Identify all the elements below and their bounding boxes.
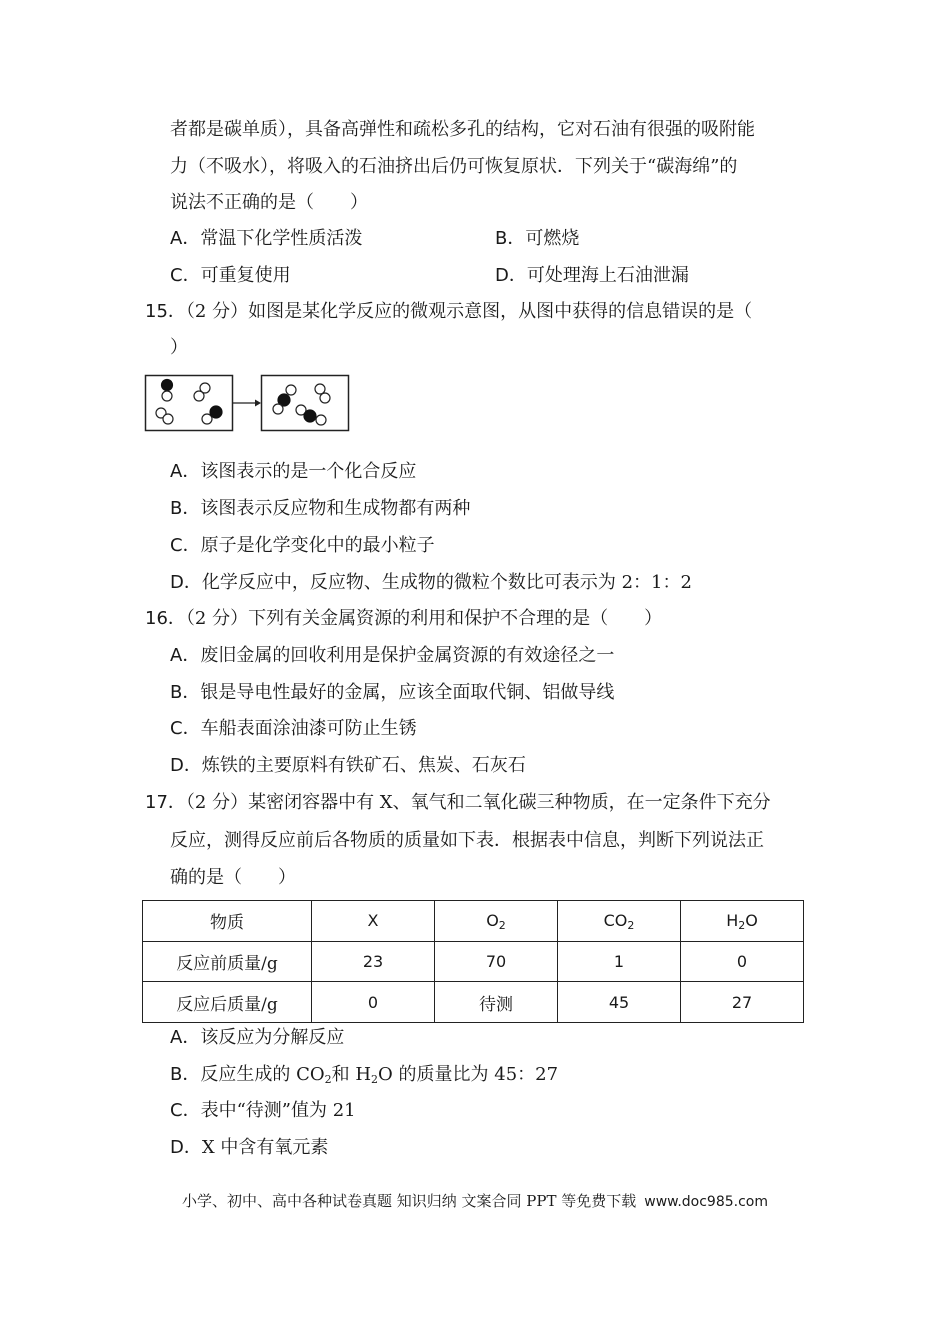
q14-stem-line-1: 者都是碳单质），具备高弹性和疏松多孔的结构，它对石油有很强的吸附能 bbox=[170, 119, 755, 140]
q15-stem bbox=[145, 300, 752, 324]
table-cell: 70 bbox=[435, 941, 558, 982]
q17-option-b bbox=[170, 1063, 558, 1087]
q15-option-b bbox=[170, 497, 470, 521]
option-text: 和 H bbox=[331, 1064, 372, 1085]
reaction-diagram bbox=[144, 374, 352, 434]
black-atom-icon bbox=[162, 380, 173, 391]
option-text: 反应生成的 CO bbox=[200, 1064, 325, 1085]
option-letter: A． bbox=[170, 228, 201, 249]
table-cell: 1 bbox=[558, 941, 681, 982]
table-header-cell: X bbox=[312, 901, 435, 942]
q14-option-a bbox=[170, 227, 362, 251]
formula-o2: O bbox=[486, 911, 499, 931]
option-letter: A． bbox=[170, 1027, 201, 1048]
q14-stem-line-2: 力（不吸水），将吸入的石油挤出后仍可恢复原状．下列关于“碳海绵”的 bbox=[170, 156, 738, 177]
option-text: 可处理海上石油泄漏 bbox=[526, 265, 689, 286]
option-letter: B． bbox=[170, 498, 201, 519]
table-header-cell bbox=[558, 901, 681, 942]
page-footer bbox=[0, 1191, 950, 1212]
formula-h2o-o: O bbox=[745, 911, 758, 931]
option-text: 炼铁的主要原料有铁矿石、焦炭、石灰石 bbox=[201, 755, 526, 776]
option-letter: C． bbox=[170, 265, 201, 286]
question-text: （2 分）某密闭容器中有 X、氧气和二氧化碳三种物质，在一定条件下充分 bbox=[185, 792, 771, 813]
table-header-row bbox=[143, 901, 804, 942]
option-text: 该反应为分解反应 bbox=[200, 1027, 345, 1048]
q15-option-c bbox=[170, 534, 435, 558]
q17-option-d bbox=[170, 1136, 328, 1160]
option-text: 表中“待测”值为 21 bbox=[200, 1100, 356, 1121]
option-text: 该图表示反应物和生成物都有两种 bbox=[200, 498, 471, 519]
question-text: （2 分）下列有关金属资源的利用和保护不合理的是（ ） bbox=[185, 608, 663, 629]
products-box bbox=[262, 376, 349, 431]
q14-option-d bbox=[495, 264, 689, 288]
footer-link[interactable]: www.doc985.com bbox=[644, 1194, 768, 1210]
q14-stem-line-3: 说法不正确的是（ ） bbox=[170, 192, 368, 213]
question-number: 17． bbox=[145, 792, 186, 813]
option-text: X 中含有氧元素 bbox=[201, 1137, 329, 1158]
table-cell: 0 bbox=[681, 941, 804, 982]
q17-stem-line-1 bbox=[145, 791, 771, 815]
footer-text: 小学、初中、高中各种试卷真题 知识归纳 文案合同 PPT 等免费下载 bbox=[181, 1192, 637, 1210]
subscript: 2 bbox=[498, 919, 506, 933]
table-cell: 23 bbox=[312, 941, 435, 982]
q16-stem bbox=[145, 607, 662, 631]
subscript: 2 bbox=[371, 1073, 379, 1086]
option-letter: C． bbox=[170, 535, 201, 556]
table-row-label: 反应前质量/g bbox=[143, 941, 312, 982]
subscript: 2 bbox=[324, 1073, 332, 1086]
option-text: 原子是化学变化中的最小粒子 bbox=[200, 535, 435, 556]
q17-stem-line-3: 确的是（ ） bbox=[170, 867, 296, 888]
option-text: 可重复使用 bbox=[200, 265, 291, 286]
q15-option-a bbox=[170, 460, 416, 484]
option-letter: D． bbox=[170, 572, 202, 593]
option-letter: C． bbox=[170, 718, 201, 739]
q14-option-b bbox=[495, 227, 579, 251]
option-letter: C． bbox=[170, 1100, 201, 1121]
q17-option-a bbox=[170, 1026, 344, 1050]
option-letter: D． bbox=[170, 755, 202, 776]
q15-option-d bbox=[170, 571, 692, 595]
q17-stem-line-2: 反应，测得反应前后各物质的质量如下表．根据表中信息，判断下列说法正 bbox=[170, 830, 764, 851]
option-letter: B． bbox=[170, 682, 201, 703]
reactants-box bbox=[146, 376, 233, 431]
table-row-label: 反应后质量/g bbox=[143, 982, 312, 1023]
formula-h2o: H bbox=[726, 911, 739, 931]
q14-option-c bbox=[170, 264, 291, 288]
option-text: 银是导电性最好的金属，应该全面取代铜、铝做导线 bbox=[200, 682, 615, 703]
option-text: 可燃烧 bbox=[525, 228, 580, 249]
option-text: 该图表示的是一个化合反应 bbox=[200, 461, 417, 482]
q16-option-b bbox=[170, 681, 614, 705]
option-letter: A． bbox=[170, 461, 201, 482]
table-header-cell: 物质 bbox=[143, 901, 312, 942]
table-cell: 待测 bbox=[435, 982, 558, 1023]
q16-option-c bbox=[170, 717, 417, 741]
option-text: 废旧金属的回收利用是保护金属资源的有效途径之一 bbox=[200, 645, 615, 666]
option-text: O 的质量比为 45：27 bbox=[378, 1064, 559, 1085]
subscript: 2 bbox=[627, 919, 635, 933]
question-number: 16． bbox=[145, 608, 186, 629]
arrow-icon bbox=[233, 400, 261, 407]
option-letter: B． bbox=[495, 228, 526, 249]
table-row bbox=[143, 982, 804, 1023]
mass-data-table bbox=[142, 900, 804, 1023]
option-text: 常温下化学性质活泼 bbox=[200, 228, 363, 249]
subscript: 2 bbox=[738, 919, 746, 933]
option-letter: B． bbox=[170, 1064, 201, 1085]
q16-option-a bbox=[170, 644, 614, 668]
q15-stem-end: ） bbox=[170, 337, 188, 358]
white-atom-icon bbox=[162, 391, 172, 401]
table-header-cell bbox=[435, 901, 558, 942]
question-number: 15． bbox=[145, 301, 186, 322]
option-letter: D． bbox=[170, 1137, 202, 1158]
formula-co2: CO bbox=[603, 911, 628, 931]
q17-option-c bbox=[170, 1099, 356, 1123]
option-letter: A． bbox=[170, 645, 201, 666]
question-text: （2 分）如图是某化学反应的微观示意图，从图中获得的信息错误的是（ bbox=[185, 301, 753, 322]
table-cell: 45 bbox=[558, 982, 681, 1023]
option-letter: D． bbox=[495, 265, 527, 286]
table-row bbox=[143, 941, 804, 982]
q16-option-d bbox=[170, 754, 526, 778]
table-cell: 0 bbox=[312, 982, 435, 1023]
table-header-cell bbox=[681, 901, 804, 942]
option-text: 化学反应中，反应物、生成物的微粒个数比可表示为 2：1：2 bbox=[201, 572, 692, 593]
option-text: 车船表面涂油漆可防止生锈 bbox=[200, 718, 417, 739]
table-cell: 27 bbox=[681, 982, 804, 1023]
